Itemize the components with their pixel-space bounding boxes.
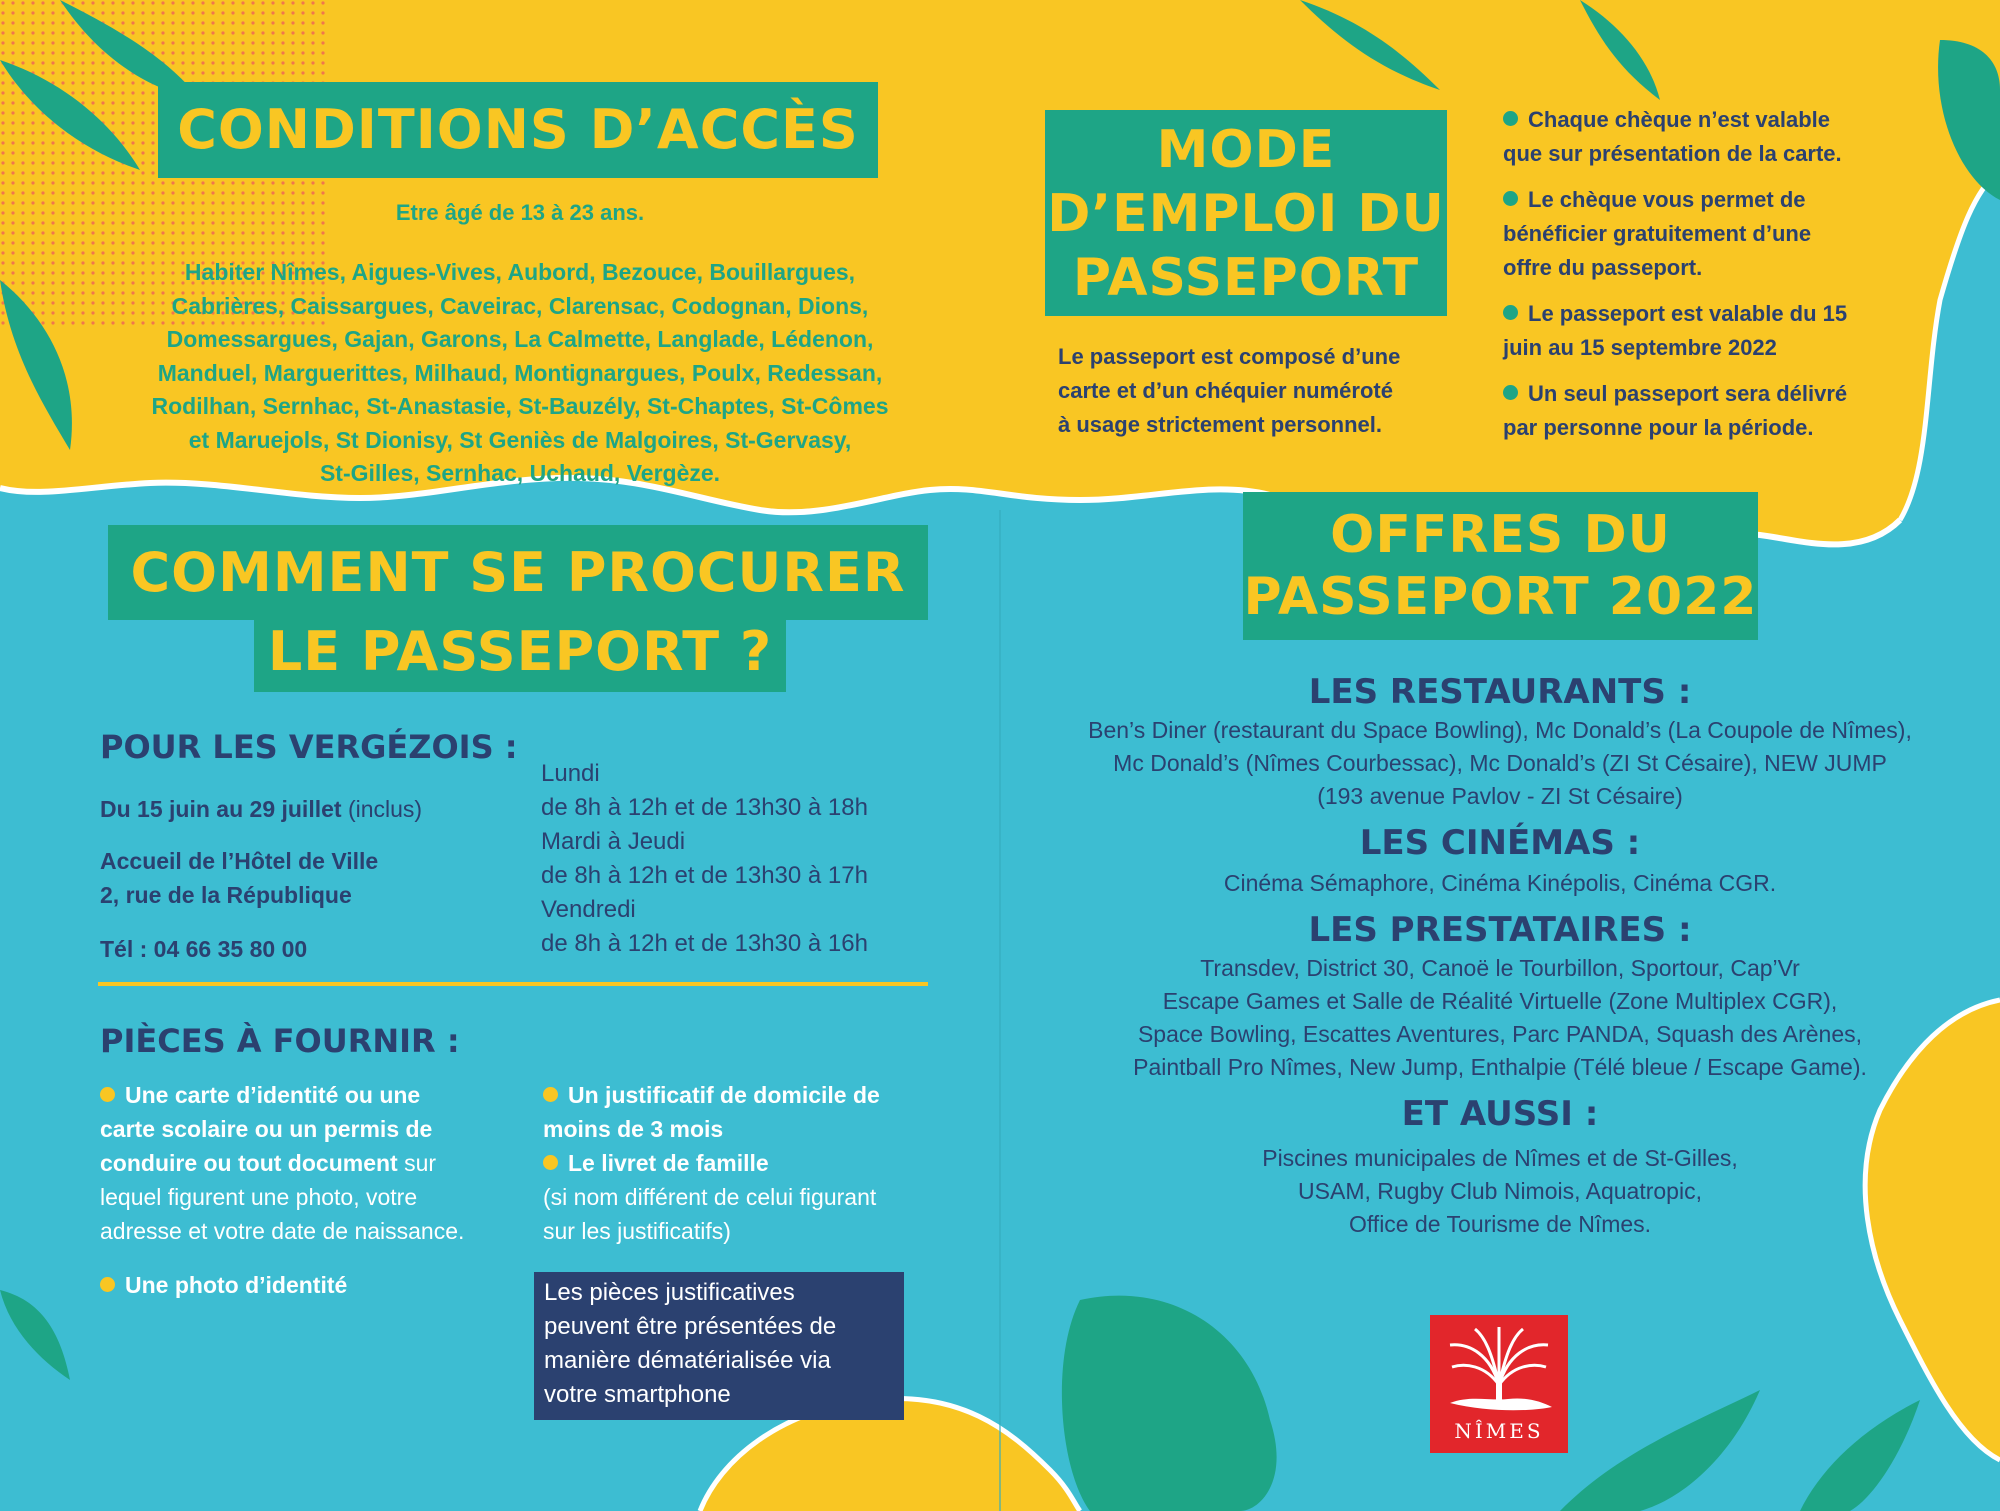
section-heading: ET AUSSI : [1401,1094,1599,1134]
mode-bullet: Le passeport est valable du 15 juin au 15 septembre 2022 [1503,297,1943,365]
section-heading: LES CINÉMAS : [1359,823,1641,863]
conditions-title: CONDITIONS D’ACCÈS [158,82,878,178]
divider [98,982,928,986]
palm-crocodile-icon [1430,1315,1568,1425]
mode-bullet: Chaque chèque n’est valable que sur présentation de la carte. [1503,103,1943,171]
procurer-title-line2: LE PASSEPORT ? [254,612,786,692]
section-heading: LES PRESTATAIRES : [1308,910,1692,950]
procurer-title-line1: COMMENT SE PROCURER [108,525,928,620]
phone-number: Tél : 04 66 35 80 00 [100,936,308,962]
pieces-heading: PIÈCES À FOURNIR : [100,1022,460,1060]
mode-description: Le passeport est composé d’une carte et d’un chéquier numéroté à usage strictement personnel. [1058,344,1401,437]
nimes-logo [1430,1315,1568,1453]
digital-note: Les pièces justificatives peuvent être présentées de manière dématérialisée via votre smartphone [534,1272,904,1420]
vergezois-heading: POUR LES VERGÉZOIS : [100,728,518,766]
offres-title: OFFRES DU PASSEPORT 2022 [1243,492,1758,640]
conditions-communes: Habiter Nîmes, Aigues-Vives, Aubord, Bezouce, Bouillargues, Cabrières, Caissargues, Caveirac, Clarensac, Codognan, Dions, Domessargues, Gajan, Garons, La Calmette, Langlade, Lédenon, Manduel, Marguerittes, Milhaud, Montignargues, Poulx, Redessan, Rodilhan, Sernhac, St-Anastasie, St-Bauzély, St-Chaptes, St-Cômes et Maruejols, St Dionisy, St Geniès de Malgoires, St-Gervasy, St-Gilles, Sernhac, Uchaud, Vergèze. [151,259,889,486]
offres-list: LES RESTAURANTS : Ben’s Diner (restaurant du Space Bowling), Mc Donald’s (La Coupole de Nîmes), Mc Donald’s (Nîmes Courbessac), Mc Donald’s (ZI St Césaire), NEW JUMP (193 avenue Pavlov - ZI St Césaire) LES CINÉMAS : Cinéma Sémaphore, Cinéma Kinépolis, Cinéma CGR. LES PRESTATAIRES : Transdev, District 30, Canoë le Tourbillon, Sportour, Cap’Vr Escape Games et Salle de Réalité Virtuelle (Zone Multiplex CGR), Space Bowling, Escattes Aventures, Parc PANDA, Squash des Arènes, Paintball Pro Nîmes, New Jump, Enthalpie (Télé bleue / Escape Game). ET AUSSI : Piscines municipales de Nîmes et de St-Gilles, USAM, Rugby Club Nimois, Aquatropic, Office de Tourisme de Nîmes. [1030,670,1970,1241]
pieces-right-list: Un justificatif de domicile de moins de 3 mois Le livret de famille (si nom différent de celui figurant sur les justificatifs) [543,1078,963,1248]
mode-bullet: Le chèque vous permet de bénéficier gratuitement d’une offre du passeport. [1503,183,1943,285]
opening-hours: Lundi de 8h à 12h et de 13h30 à 18h Mardi à Jeudi de 8h à 12h et de 13h30 à 17h Vendredi de 8h à 12h et de 13h30 à 16h [541,760,868,957]
pieces-left-list: Une carte d’identité ou une carte scolaire ou un permis de conduire ou tout document sur lequel figurent une photo, votre adresse et votre date de naissance. Une photo d’identité [100,1078,520,1302]
mode-bullet: Un seul passeport sera délivré par personne pour la période. [1503,377,1943,445]
section-heading: LES RESTAURANTS : [1308,672,1692,712]
conditions-age: Etre âgé de 13 à 23 ans. [395,200,645,225]
mode-bullets [1503,103,1943,457]
mode-title: MODE D’EMPLOI DU PASSEPORT [1045,110,1447,316]
vergezois-info: Du 15 juin au 29 juillet (inclus) Accueil de l’Hôtel de Ville 2, rue de la République Tél : 04 66 35 80 00 [100,792,520,966]
logo-text: NÎMES [1454,1419,1544,1443]
